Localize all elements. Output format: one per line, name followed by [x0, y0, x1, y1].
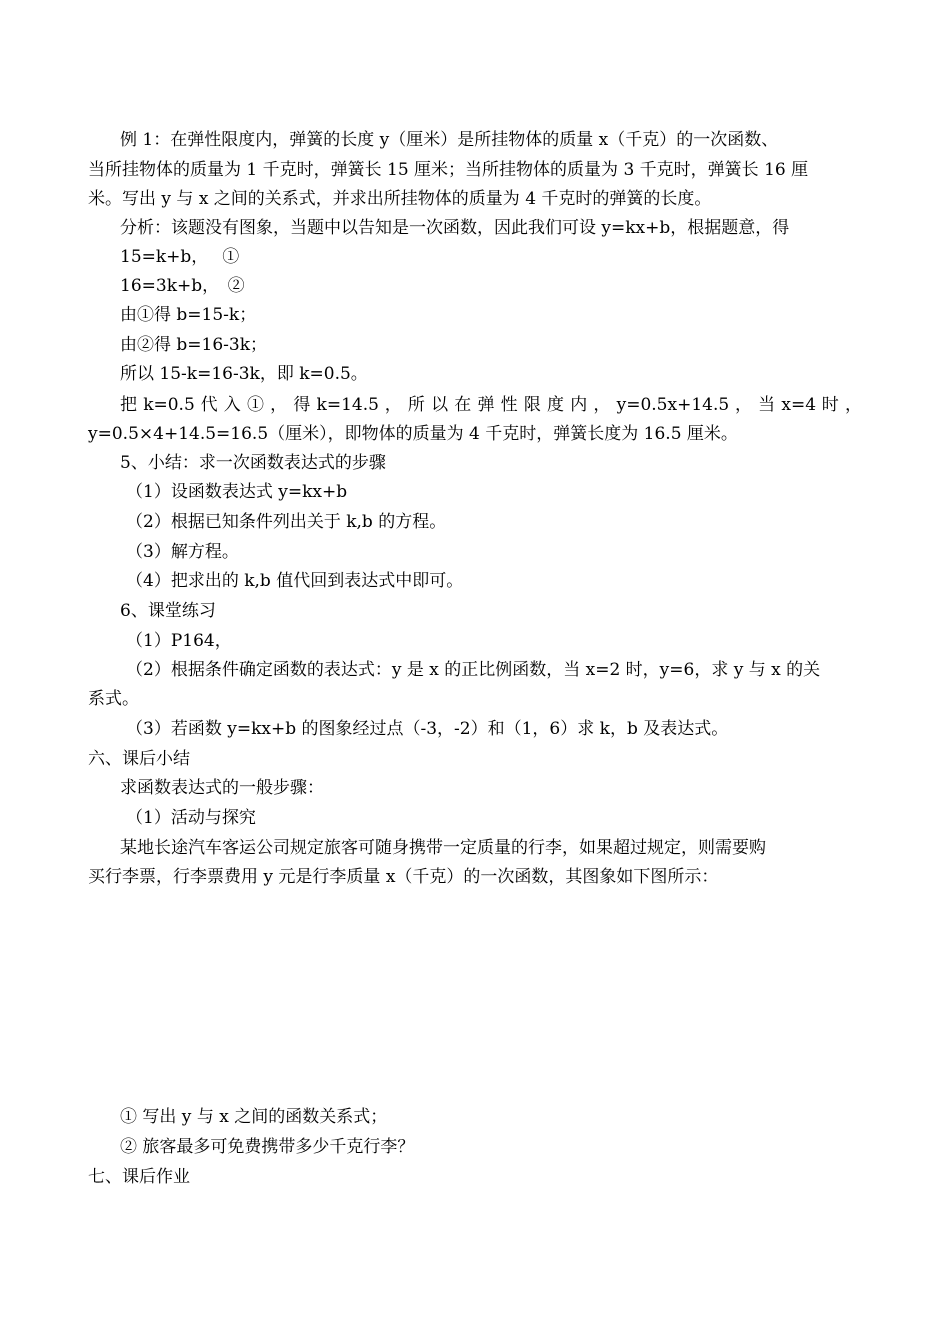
analysis-line: 分析：该题没有图象，当题中以告知是一次函数，因此我们可设 y=kx+b，根据题意，得: [120, 218, 790, 238]
question-2: ② 旅客最多可免费携带多少千克行李？: [120, 1137, 415, 1157]
step-2: （2）根据已知条件列出关于 k,b 的方程。: [126, 512, 447, 532]
practice-2-line-1: （2）根据条件确定函数的表达式：y 是 x 的正比例函数，当 x=2 时，y=6，求 y 与 x 的关: [126, 660, 821, 680]
substitution-line-2: y=0.5×4+14.5=16.5（厘米），即物体的质量为 4 千克时，弹簧长度为 16.5 厘米。: [88, 424, 738, 444]
practice-3: （3）若函数 y=kx+b 的图象经过点（-3，-2）和（1，6）求 k，b 及表达式。: [126, 719, 729, 739]
practice-1: （1）P164，: [126, 631, 232, 651]
activity-text-line-1: 某地长途汽车客运公司规定旅客可随身携带一定质量的行李，如果超过规定，则需要购: [120, 838, 766, 858]
substitution-line-1: 把 k=0.5 代 入 ① ， 得 k=14.5 ， 所 以 在 弹 性 限 度 内 ， y=0.5x+14.5 ， 当 x=4 时 ，: [120, 395, 862, 415]
activity-text-line-2: 买行李票，行李票费用 y 元是行李质量 x（千克）的一次函数，其图象如下图所示：: [88, 867, 719, 887]
general-steps-heading: 求函数表达式的一般步骤：: [120, 778, 324, 798]
activity-heading: （1）活动与探究: [126, 808, 256, 828]
step-3: （3）解方程。: [126, 542, 239, 562]
derivation-2: 由②得 b=16-3k；: [120, 335, 268, 355]
example-1-line-2: 当所挂物体的质量为 1 千克时，弹簧长 15 厘米；当所挂物体的质量为 3 千克时，弹簧长 16 厘: [88, 160, 809, 180]
practice-2-line-2: 系式。: [88, 689, 139, 709]
equation-1: 15=k+b， ①: [120, 247, 240, 267]
summary-heading: 5、小结：求一次函数表达式的步骤: [120, 453, 386, 473]
step-4: （4）把求出的 k,b 值代回到表达式中即可。: [126, 571, 464, 591]
section-7-heading: 七、课后作业: [88, 1167, 190, 1187]
practice-heading: 6、课堂练习: [120, 601, 216, 621]
question-1: ① 写出 y 与 x 之间的函数关系式；: [120, 1107, 388, 1127]
step-1: （1）设函数表达式 y=kx+b: [126, 482, 348, 502]
section-6-heading: 六、课后小结: [88, 749, 190, 769]
derivation-1: 由①得 b=15-k；: [120, 305, 257, 325]
equation-2: 16=3k+b， ②: [120, 276, 245, 296]
example-1-line-1: 例 1：在弹性限度内，弹簧的长度 y（厘米）是所挂物体的质量 x（千克）的一次函数、: [120, 130, 779, 150]
derivation-3: 所以 15-k=16-3k，即 k=0.5。: [120, 364, 368, 384]
example-1-line-3: 米。写出 y 与 x 之间的关系式，并求出所挂物体的质量为 4 千克时的弹簧的长度。: [88, 189, 712, 209]
